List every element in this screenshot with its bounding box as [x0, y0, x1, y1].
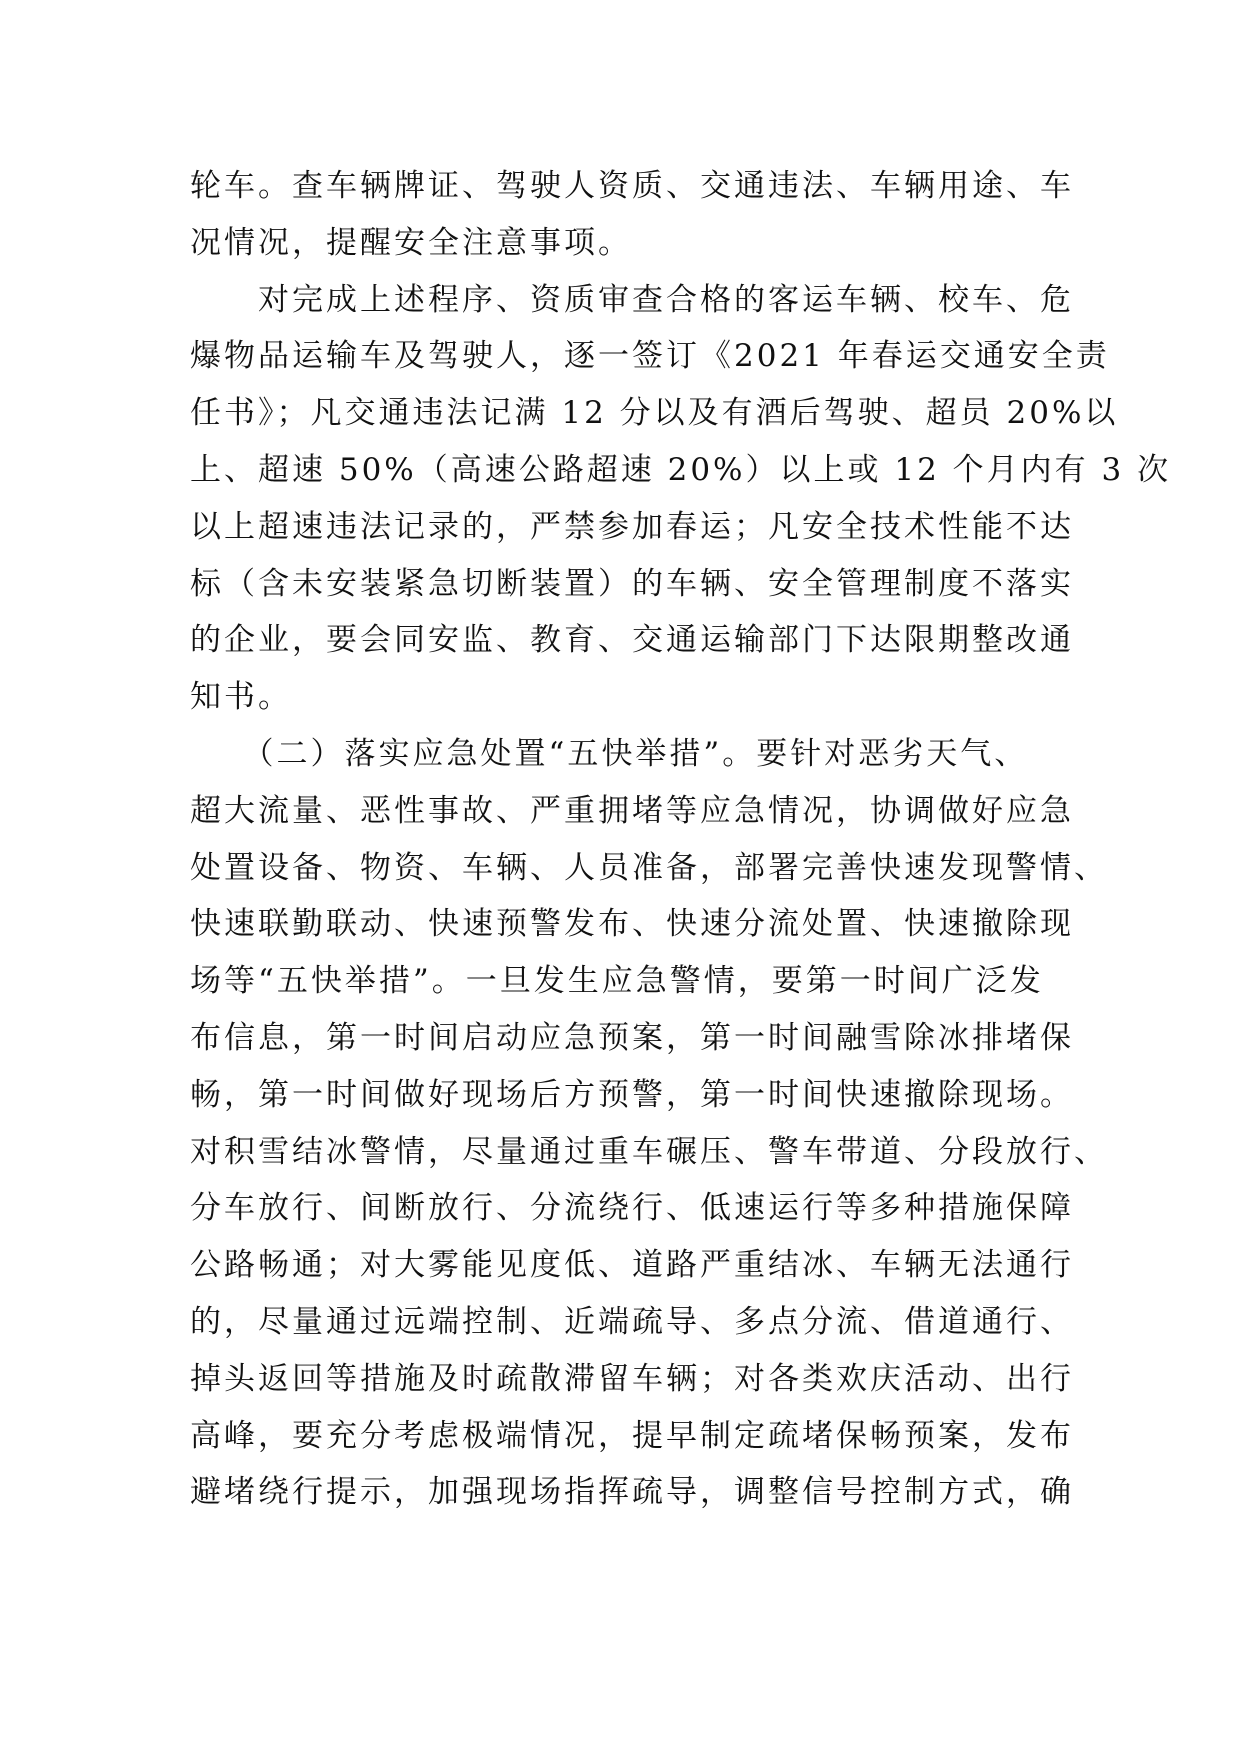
text-line: 分车放行、间断放行、分流绕行、低速运行等多种措施保障 — [190, 1190, 1074, 1227]
body-text — [190, 158, 1172, 1521]
text-line: 公路畅通；对大雾能见度低、道路严重结冰、车辆无法通行 — [190, 1247, 1074, 1284]
text-line: （二）落实应急处置“五快举措”。要针对恶劣天气、 — [190, 735, 1029, 772]
text-line: 况情况，提醒安全注意事项。 — [190, 224, 632, 261]
text-line: 高峰，要充分考虑极端情况，提早制定疏堵保畅预案，发布 — [190, 1417, 1074, 1454]
text-line: 标（含未安装紧急切断装置）的车辆、安全管理制度不落实 — [190, 565, 1074, 602]
text-line: 快速联勤联动、快速预警发布、快速分流处置、快速撤除现 — [190, 906, 1074, 943]
text-line: 掉头返回等措施及时疏散滞留车辆；对各类欢庆活动、出行 — [190, 1360, 1074, 1397]
text-line: 任书》；凡交通违法记满 12 分以及有酒后驾驶、超员 20%以 — [190, 395, 1119, 432]
text-line: 畅，第一时间做好现场后方预警，第一时间快速撤除现场。 — [190, 1076, 1074, 1113]
text-line: 以上超速违法记录的，严禁参加春运；凡安全技术性能不达 — [190, 508, 1074, 545]
text-line: 处置设备、物资、车辆、人员准备，部署完善快速发现警情、 — [190, 849, 1108, 886]
text-line: 轮车。查车辆牌证、驾驶人资质、交通违法、车辆用途、车 — [190, 168, 1074, 204]
text-line: 上、超速 50%（高速公路超速 20%）以上或 12 个月内有 3 次 — [190, 451, 1172, 488]
text-line: 知书。 — [190, 679, 292, 716]
text-line: 对完成上述程序、资质审查合格的客运车辆、校车、危 — [190, 281, 1074, 318]
text-line: 爆物品运输车及驾驶人，逐一签订《2021 年春运交通安全责 — [190, 338, 1110, 375]
text-line: 对积雪结冰警情，尽量通过重车碾压、警车带道、分段放行、 — [190, 1133, 1108, 1170]
text-line: 场等“五快举措”。一旦发生应急警情，要第一时间广泛发 — [190, 963, 1044, 1000]
text-line: 超大流量、恶性事故、严重拥堵等应急情况，协调做好应急 — [190, 792, 1074, 829]
text-line: 布信息，第一时间启动应急预案，第一时间融雪除冰排堵保 — [190, 1019, 1074, 1056]
text-line: 避堵绕行提示，加强现场指挥疏导，调整信号控制方式，确 — [190, 1474, 1074, 1511]
text-line: 的企业，要会同安监、教育、交通运输部门下达限期整改通 — [190, 622, 1074, 659]
text-line: 的，尽量通过远端控制、近端疏导、多点分流、借道通行、 — [190, 1303, 1074, 1340]
